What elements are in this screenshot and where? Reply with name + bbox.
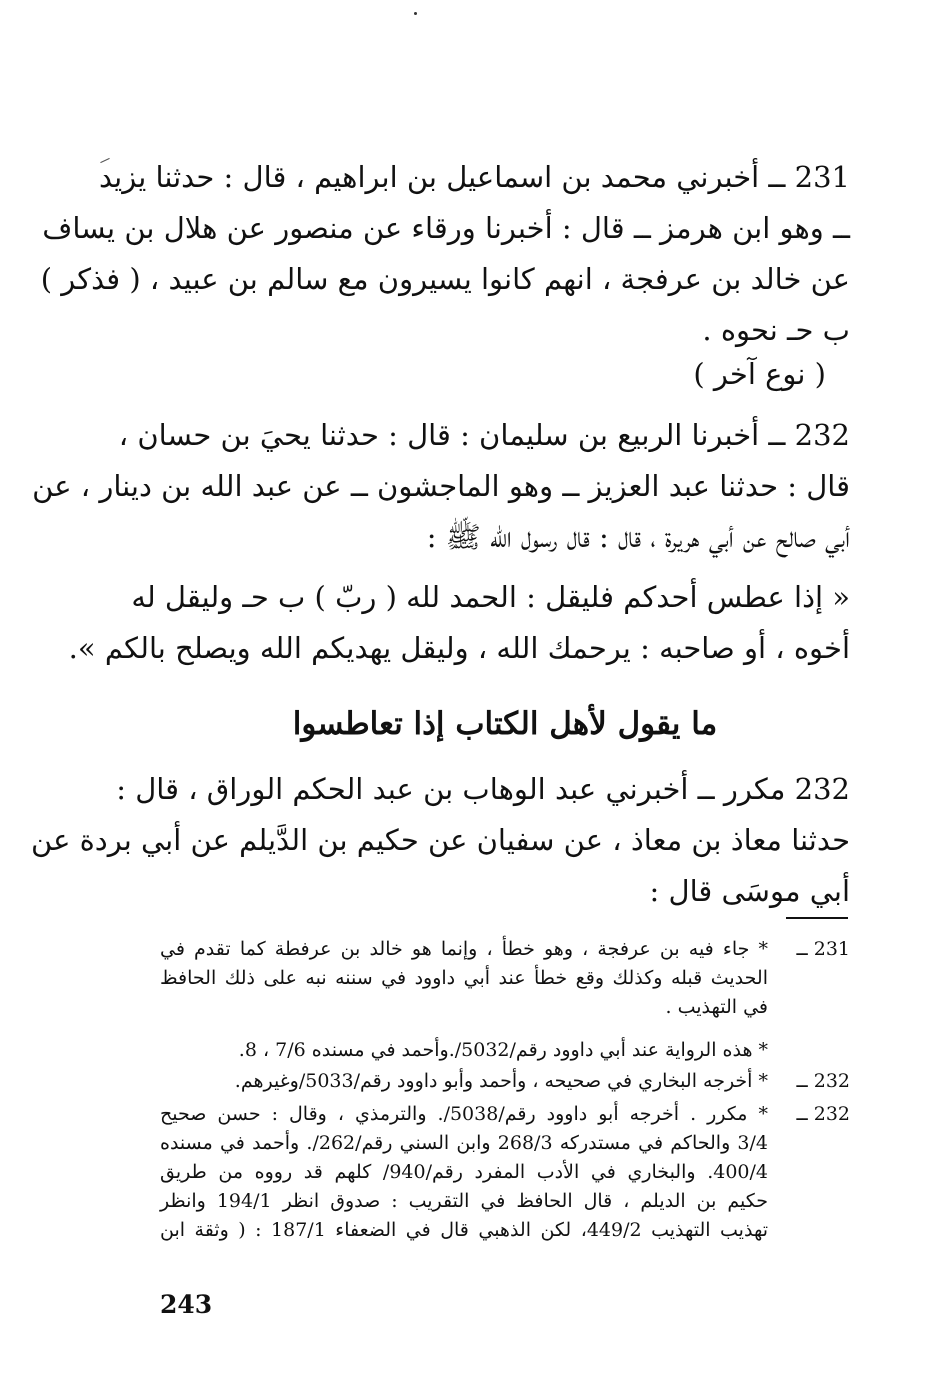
paragraph-231 bbox=[40, 152, 850, 356]
footnote-232 bbox=[160, 1067, 850, 1096]
footnote-232-repeat bbox=[160, 1100, 850, 1245]
hadith-quote bbox=[68, 572, 850, 674]
section-subtitle: ( نوع آخر ) bbox=[693, 357, 826, 391]
text-line: ب حـ نحوه . bbox=[702, 313, 850, 347]
text-line: أبي صالح عن أبي هريرة ، قال : قال رسول الله ﷺ : bbox=[426, 520, 850, 554]
footnote-number: 232 ــ bbox=[796, 1103, 850, 1125]
text-line: قال : حدثنا عبد العزيز ــ وهو الماجشون ــ عن عبد الله بن دينار ، عن bbox=[32, 469, 850, 503]
footnote-line: حكيم بن الديلم ، قال الحافظ في التقريب : صدوق انظر 194/1 وانظر bbox=[160, 1190, 768, 1212]
footnote-line: 3/4 والحاكم في مستدركه 268/3 وابن السني رقم/262/. وأحمد في مسنده bbox=[160, 1132, 768, 1154]
text-line: حدثنا معاذ بن معاذ ، عن سفيان عن حكيم بن الدَّيلم عن أبي بردة عن bbox=[31, 823, 850, 857]
footnote-line: في التهذيب . bbox=[665, 996, 768, 1018]
paragraph-232 bbox=[32, 410, 850, 563]
footnote-line: * أخرجه البخاري في صحيحه ، وأحمد وأبو داوود رقم/5033/وغيرهم. bbox=[234, 1070, 768, 1092]
text-line: أبي موسَى قال : bbox=[649, 874, 850, 908]
text-line: 231 ــ أخبرني محمد بن اسماعيل بن ابراهيم ، قال : حدثنا يزيد bbox=[98, 160, 850, 194]
footnote-line: * هذه الرواية عند أبي داوود رقم/5032/.وأحمد في مسنده 7/6 ، 8. bbox=[238, 1039, 768, 1061]
footnote-line: تهذيب التهذيب 449/2، لكن الذهبي قال في الضعفاء 187/1 : ( وثقة ابن bbox=[160, 1219, 768, 1241]
page-number: 243 bbox=[160, 1290, 213, 1319]
footnote-number: 231 ــ bbox=[796, 938, 850, 960]
footnote-line: * مكرر . أخرجه أبو داوود رقم/5038/. والترمذي ، وقال : حسن صحيح bbox=[160, 1103, 768, 1125]
chapter-heading: ما يقول لأهل الكتاب إذا تعاطسوا bbox=[292, 706, 718, 742]
scan-speck bbox=[414, 12, 417, 15]
text-line: « إذا عطس أحدكم فليقل : الحمد لله ( ربّ ) ب حـ وليقل له bbox=[131, 580, 850, 614]
text-line: عن خالد بن عرفجة ، انهم كانوا يسيرون مع سالم بن عبيد ، ( فذكر ) bbox=[40, 262, 850, 296]
footnote-number: 232 ــ bbox=[796, 1070, 850, 1092]
text-line: أخوه ، أو صاحبه : يرحمك الله ، وليقل يهديكم الله ويصلح بالكم ». bbox=[68, 631, 850, 665]
footnote-line: * جاء فيه بن عرفجة ، وهو خطأ ، وإنما هو خالد بن عرفطة كما تقدم في bbox=[160, 938, 768, 960]
paragraph-232-repeat bbox=[31, 764, 850, 917]
footnote-line: 400/4. والبخاري في الأدب المفرد رقم/940/ كلهم قد رووه من طريق bbox=[160, 1161, 768, 1183]
footnote-231-note bbox=[160, 1036, 850, 1065]
text-line: 232 مكرر ــ أخبرني عبد الوهاب بن عبد الحكم الوراق ، قال : bbox=[116, 772, 850, 806]
text-line: ــ وهو ابن هرمز ــ قال : أخبرنا ورقاء عن منصور عن هلال بن يساف bbox=[42, 211, 850, 245]
text-line: 232 ــ أخبرنا الربيع بن سليمان : قال : حدثنا يحيَ بن حسان ، bbox=[118, 418, 850, 452]
footnote-line: الحديث قبله وكذلك وقع خطأ عند أبي داوود في سننه نبه على ذلك الحافظ bbox=[160, 967, 768, 989]
footnote-separator bbox=[786, 917, 848, 919]
footnote-231 bbox=[160, 935, 850, 1022]
